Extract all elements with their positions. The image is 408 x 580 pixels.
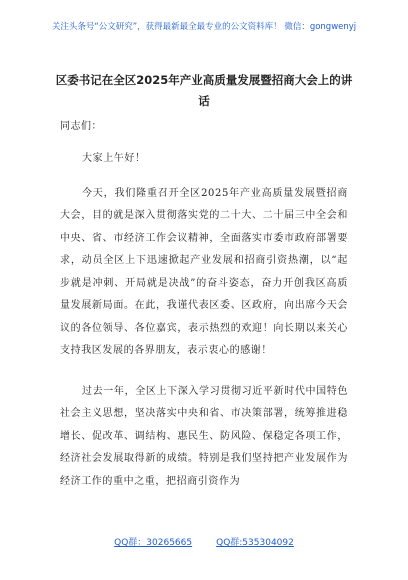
paragraph-2: 过去一年，全区上下深入学习贯彻习近平新时代中国特色社会主义思想，坚决落实中央和省、市决策部署，统筹推进稳增长、促改革、调结构、惠民生、防风险、保稳定各项工作，经济社会发展取得新的成绩。特别是我们坚持把产业发展作为经济工作的重中之重，把招商引资作为: [60, 385, 348, 487]
paragraph-1: 今天，我们隆重召开全区2025年产业高质量发展暨招商大会，目的就是深入贯彻落实党的二十大、二十届三中全会和中央、省、市经济工作会议精神，全面落实市委市政府部署要求，动员全区上下迅速掀起产业发展和招商引资热潮，以“起步就是冲刺、开局就是决战”的奋斗姿态，奋力开创我区高质量发展新局面。在此，我谨代表区委、区政府，向出席今天会议的各位领导、各位嘉宾，表示热烈的欢迎！向长期以来关心支持我区发展的各界朋友，表示衷心的感谢！: [60, 187, 348, 356]
greeting: 大家上午好！: [82, 153, 146, 164]
footer-qq-group-2[interactable]: QQ群:535304092: [216, 538, 294, 548]
header-note: 关注头条号“公文研究”，获得最新最全最专业的公文资料库！ 微信：gongwenyj: [51, 22, 357, 32]
footer-contact: [0, 535, 408, 548]
document-title: 区委书记在全区2025年产业高质量发展暨招商大会上的讲话: [55, 73, 353, 108]
salutation: 同志们：: [60, 121, 102, 132]
document-body: [60, 118, 348, 493]
footer-qq-group-1[interactable]: QQ群：30265665: [114, 538, 193, 548]
